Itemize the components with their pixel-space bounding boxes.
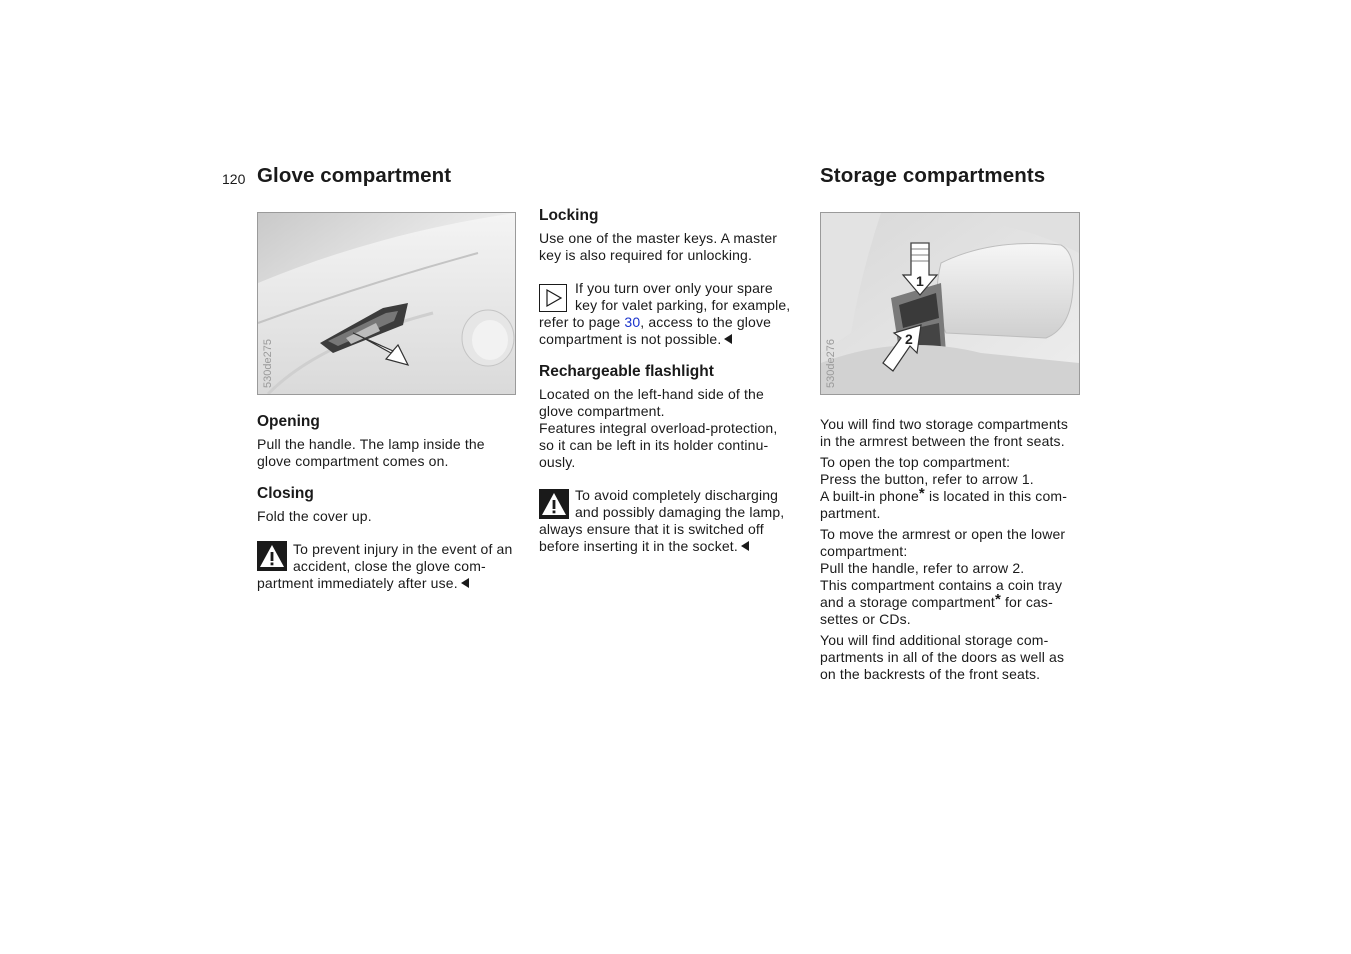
storage-para-1: You will find two storage compartments in the armrest between the front seats. [820,416,1068,449]
opening-heading: Opening [257,413,320,430]
end-of-section-icon [741,541,750,551]
locking-heading: Locking [539,207,599,224]
glove-compartment-illustration [257,212,516,395]
storage-para-2: To open the top compartment: Press the button, refer to arrow 1. A built-in phone* is located in this com- partment. [820,454,1068,521]
flashlight-heading: Rechargeable flashlight [539,363,714,380]
opening-text: Pull the handle. The lamp inside the glove compartment comes on. [257,436,485,469]
note-play-icon [539,284,567,312]
flashlight-text: Located on the left-hand side of the glove compartment. Features integral overload-protection, so it can be left in its holder continu- ously. [539,386,778,470]
glove-compartment-title: Glove compartment [257,164,452,187]
glove-warning-note: To prevent injury in the event of an accident, close the glove com- partment immediately after use. [257,541,513,591]
armrest-illustration [820,212,1080,395]
locking-text: Use one of the master keys. A master key is also required for unlocking. [539,230,778,263]
closing-text: Fold the cover up. [257,508,372,524]
arrow-1-label: 1 [916,273,924,289]
storage-compartments-title: Storage compartments [820,164,1046,187]
arrow-2-label: 2 [905,331,913,347]
optional-equipment-star: * [918,485,925,502]
storage-para-4: You will find additional storage com- partments in all of the doors as well as on the backrests of the front seats. [820,632,1065,682]
warning-triangle-icon [539,489,569,519]
storage-para-3: To move the armrest or open the lower compartment: Pull the handle, refer to arrow 2. This compartment contains a coin tray and a storage compartment* for cas- settes or CDs. [820,526,1066,627]
page-30-link[interactable]: 30 [624,314,641,330]
page-number: 120 [222,171,246,187]
closing-heading: Closing [257,485,314,502]
warning-triangle-icon [257,541,287,571]
glove-image-code: 530de275 [262,339,274,388]
end-of-section-icon [461,578,470,588]
optional-equipment-star: * [994,591,1001,608]
end-of-section-icon [724,334,733,344]
valet-note: If you turn over only your spare key for valet parking, for example, refer to page 30, access to the glove compartment is not possible. [539,280,791,347]
flashlight-warning-note: To avoid completely discharging and possibly damaging the lamp, always ensure that it is switched off before inserting it in the socket. [539,487,785,554]
armrest-image-code: 530de276 [825,339,837,388]
